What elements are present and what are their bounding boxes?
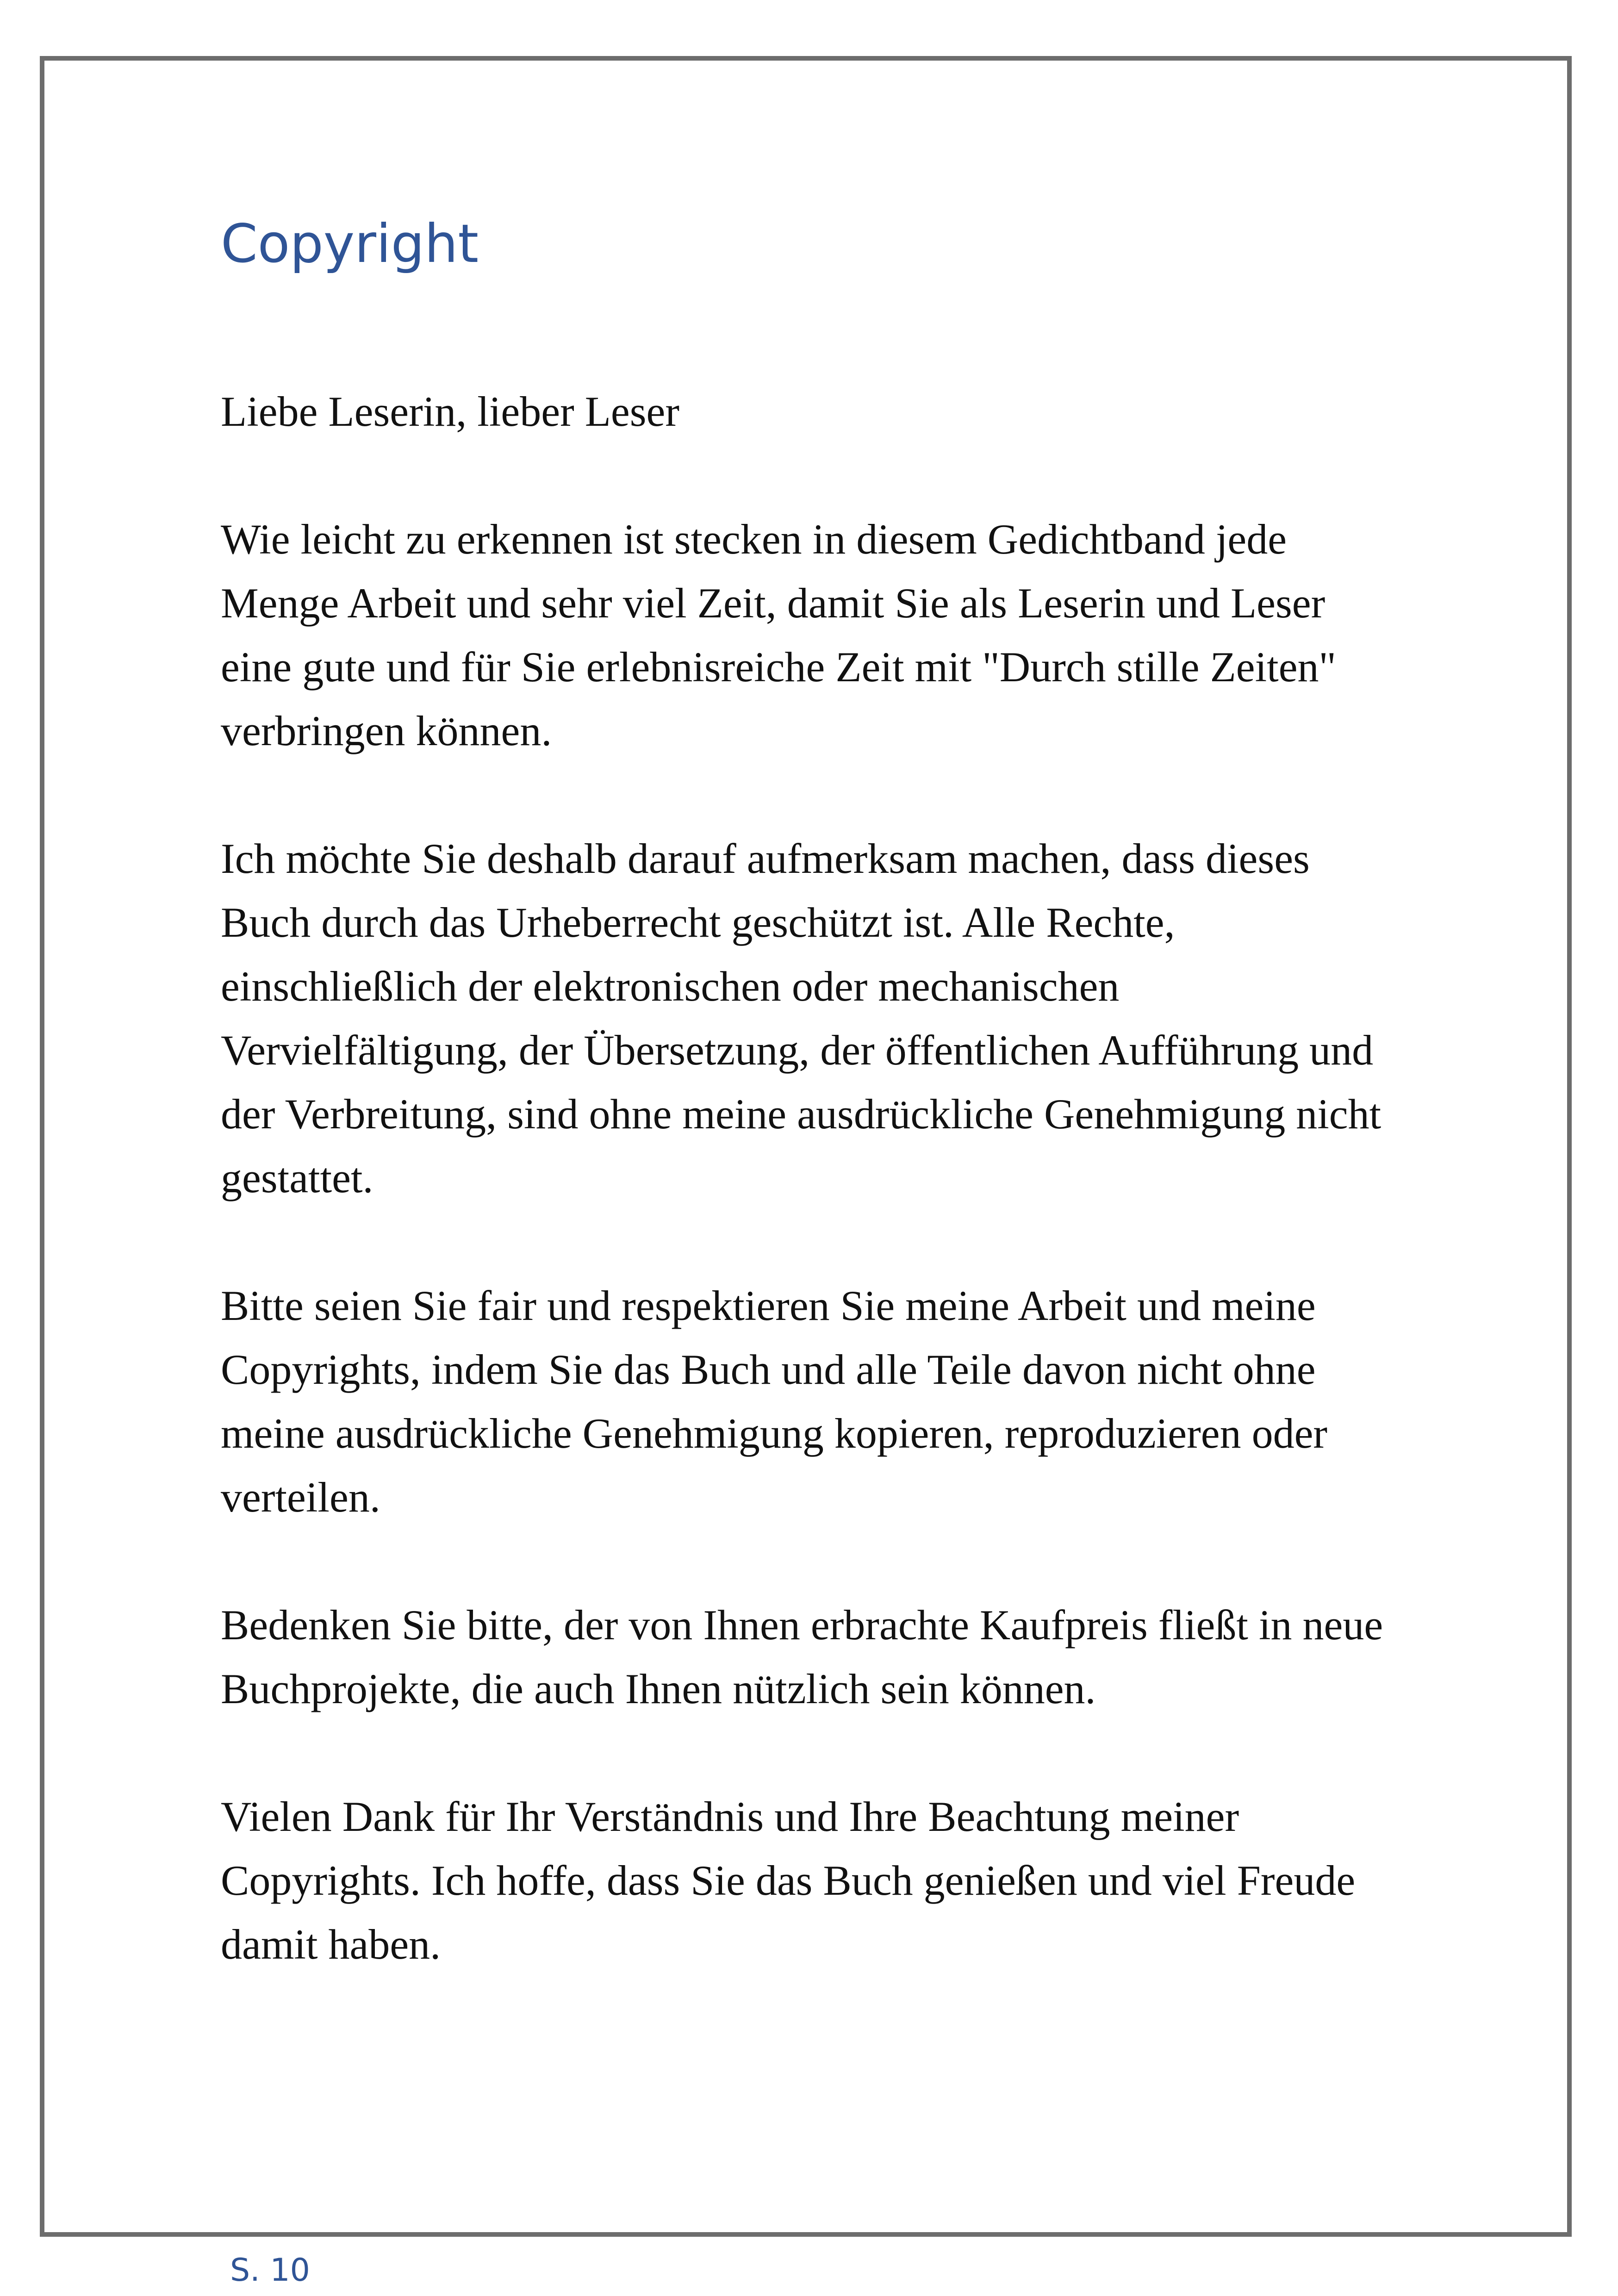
salutation: Liebe Leserin, lieber Leser	[221, 388, 680, 435]
page-content	[221, 213, 1406, 1976]
paragraph-2: Ich möchte Sie deshalb darauf aufmerksam machen, dass dieses Buch durch das Urheberrecht geschützt ist. Alle Rechte, einschließlich der elektronischen oder mechanischen Vervielfältigung, der Übersetzung, der öffentlichen Aufführung und der Verbreitung, sind ohne meine ausdrückliche Genehmigung nicht gestattet.	[221, 835, 1382, 1201]
paragraph-5: Vielen Dank für Ihr Verständnis und Ihre Beachtung meiner Copyrights. Ich hoffe, dass Sie das Buch genießen und viel Freude damit haben.	[221, 1793, 1356, 1968]
paragraph-3: Bitte seien Sie fair und respektieren Sie meine Arbeit und meine Copyrights, indem Sie das Buch und alle Teile davon nicht ohne meine ausdrückliche Genehmigung kopieren, reproduzieren oder verteilen.	[221, 1282, 1328, 1521]
paragraph-4: Bedenken Sie bitte, der von Ihnen erbrachte Kaufpreis fließt in neue Buchprojekte, die auch Ihnen nützlich sein können.	[221, 1601, 1383, 1712]
paragraph-1: Wie leicht zu erkennen ist stecken in diesem Gedichtband jede Menge Arbeit und sehr viel Zeit, damit Sie als Leserin und Leser eine gute und für Sie erlebnisreiche Zeit mit "Durch stille Zeiten" verbringen können.	[221, 516, 1337, 754]
page-number: S. 10	[230, 2252, 310, 2289]
page-title: Copyright	[221, 213, 479, 274]
